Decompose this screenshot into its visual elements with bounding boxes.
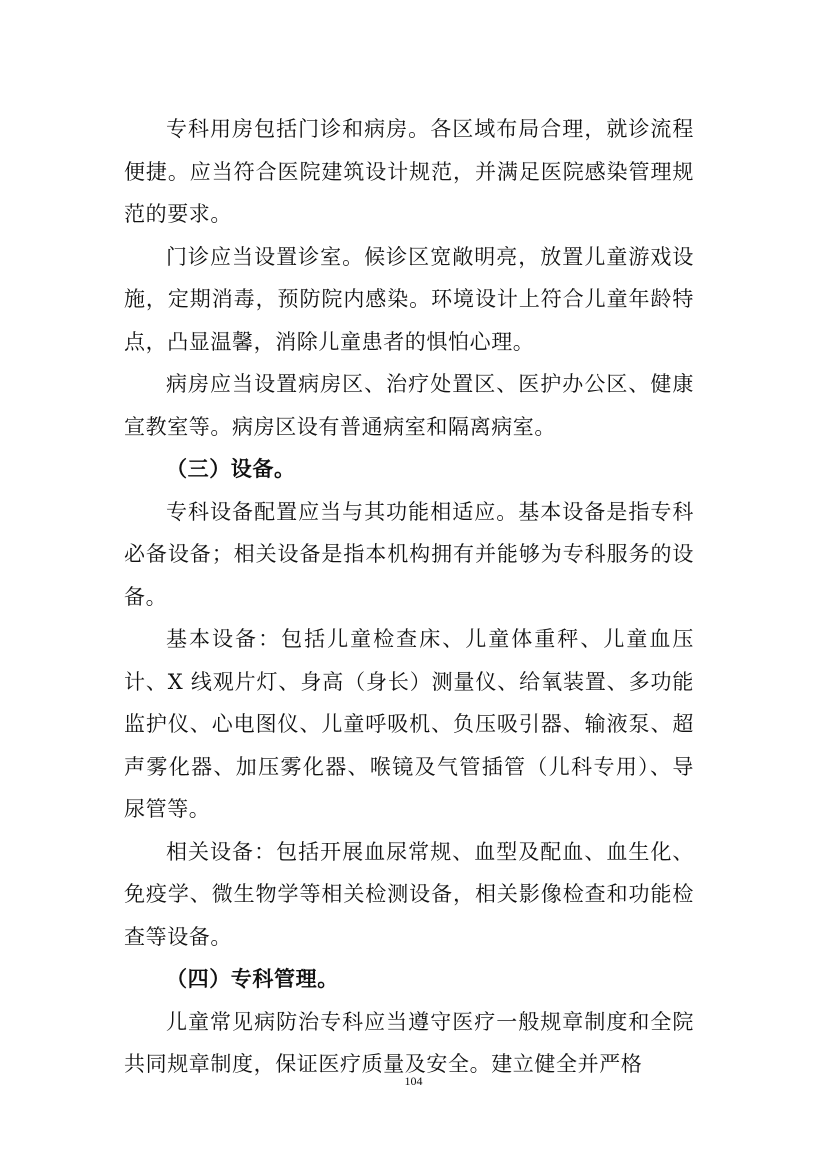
paragraph-ward: 病房应当设置病房区、治疗处置区、医护办公区、健康宣教室等。病房区设有普通病室和隔离病室。 bbox=[124, 372, 694, 439]
section-heading-equipment: （三）设备。 bbox=[166, 456, 296, 481]
paragraph-management: 儿童常见病防治专科应当遵守医疗一般规章制度和全院共同规章制度，保证医疗质量及安全。建立健全并严格 bbox=[124, 1009, 694, 1076]
paragraph-related-equipment: 相关设备：包括开展血尿常规、血型及配血、血生化、免疫学、微生物学等相关检测设备，相关影像检查和功能检查等设备。 bbox=[124, 839, 694, 949]
page-number: 104 bbox=[404, 1074, 423, 1088]
paragraph-outpatient: 门诊应当设置诊室。候诊区宽敞明亮，放置儿童游戏设施，定期消毒，预防院内感染。环境设计上符合儿童年龄特点，凸显温馨，消除儿童患者的惧怕心理。 bbox=[124, 244, 694, 354]
section-heading-management: （四）专科管理。 bbox=[166, 966, 339, 991]
paragraph-facilities: 专科用房包括门诊和病房。各区域布局合理，就诊流程便捷。应当符合医院建筑设计规范，并满足医院感染管理规范的要求。 bbox=[124, 117, 694, 226]
paragraph-basic-equipment: 基本设备：包括儿童检查床、儿童体重秤、儿童血压计、X 线观片灯、身高（身长）测量仪、给氧装置、多功能监护仪、心电图仪、儿童呼吸机、负压吸引器、输液泵、超声雾化器、加压雾化器、喉镜及气管插管（儿科专用）、导尿管等。 bbox=[124, 627, 694, 821]
paragraph-equipment-config: 专科设备配置应当与其功能相适应。基本设备是指专科必备设备；相关设备是指本机构拥有并能够为专科服务的设备。 bbox=[124, 499, 694, 609]
document-body bbox=[124, 108, 694, 1086]
